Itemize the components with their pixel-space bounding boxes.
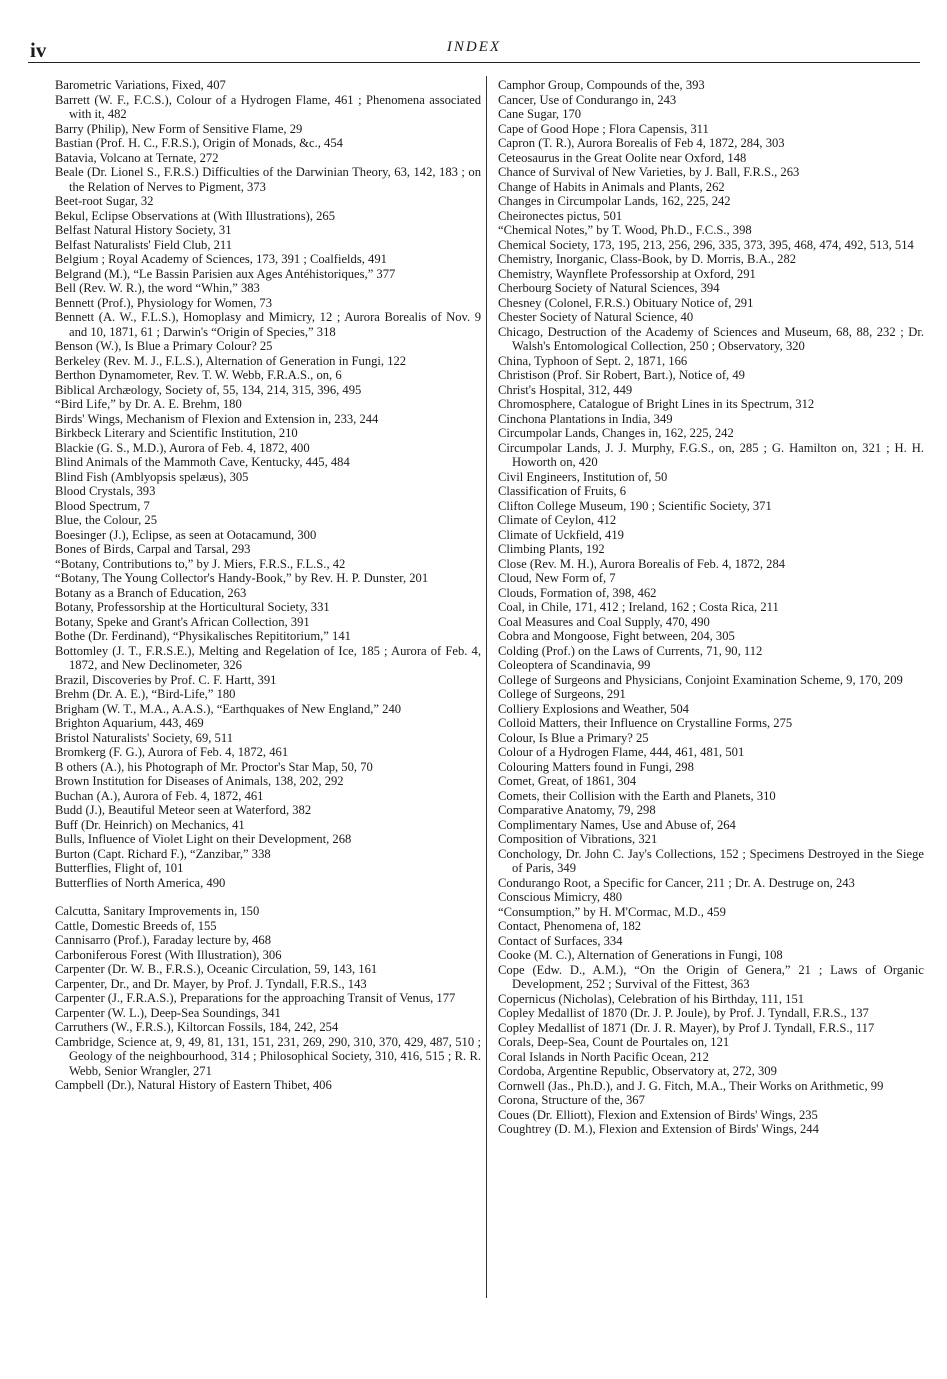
index-entry: Blood Crystals, 393: [55, 484, 156, 498]
index-entry: Brighton Aquarium, 443, 469: [55, 716, 204, 730]
index-entry: Carboniferous Forest (With Illustration), 306: [55, 947, 282, 962]
index-entry: Batavia, Volcano at Ternate, 272: [55, 150, 219, 165]
index-entry: Burton (Capt. Richard F.), “Zanzibar,” 338: [55, 846, 271, 861]
index-entry: Chesney (Colonel, F.R.S.) Obituary Notice of, 291: [498, 295, 754, 310]
index-entry: Colour, Is Blue a Primary? 25: [498, 730, 649, 745]
index-entry: Chance of Survival of New Varieties, by J. Ball, F.R.S., 263: [498, 165, 800, 179]
index-entry: Bastian (Prof. H. C., F.R.S.), Origin of Monads, &c., 454: [55, 136, 343, 150]
index-entry: Copley Medallist of 1871 (Dr. J. R. Mayer), by Prof J. Tyndall, F.R.S., 117: [498, 1020, 875, 1035]
index-entry: Cattle, Domestic Breeds of, 155: [55, 918, 217, 933]
index-entry: Cordoba, Argentine Republic, Observatory at, 272, 309: [498, 1064, 777, 1078]
index-entry: “Bird Life,” by Dr. A. E. Brehm, 180: [55, 397, 242, 411]
index-entry: Conchology, Dr. John C. Jay's Collections, 152 ; Specimens Destroyed in the Siege of Paris, 349: [498, 846, 924, 875]
index-entry: Coral Islands in North Pacific Ocean, 212: [498, 1049, 709, 1064]
index-entry: Bromkerg (F. G.), Aurora of Feb. 4, 1872, 461: [55, 745, 289, 759]
index-entry: Colloid Matters, their Influence on Crystalline Forms, 275: [498, 716, 793, 730]
index-entry: Carruthers (W., F.R.S.), Kiltorcan Fossils, 184, 242, 254: [55, 1020, 339, 1034]
index-entry: Comparative Anatomy, 79, 298: [498, 803, 656, 817]
index-entry: Bothe (Dr. Ferdinand), “Physikalisches Repititorium,” 141: [55, 629, 351, 643]
index-entry: Circumpolar Lands, J. J. Murphy, F.G.S., on, 285 ; G. Hamilton on, 321 ; H. H. Howorth on, 420: [498, 440, 924, 469]
index-entry: Chromosphere, Catalogue of Bright Lines in its Spectrum, 312: [498, 397, 815, 411]
index-entry: Boesinger (J.), Eclipse, as seen at Ootacamund, 300: [55, 527, 317, 542]
index-entry: Bulls, Influence of Violet Light on their Development, 268: [55, 832, 352, 846]
index-entry: Clifton College Museum, 190 ; Scientific Society, 371: [498, 498, 772, 513]
index-entry: B others (A.), his Photograph of Mr. Proctor's Star Map, 50, 70: [55, 759, 373, 774]
index-entry: “Botany, The Young Collector's Handy-Book,” by Rev. H. P. Dunster, 201: [55, 571, 429, 585]
index-entry: Christison (Prof. Sir Robert, Bart.), Notice of, 49: [498, 368, 745, 382]
index-entry: Barrett (W. F., F.C.S.), Colour of a Hydrogen Flame, 461 ; Phenomena associated with it, 482: [55, 92, 481, 121]
index-entry: Cambridge, Science at, 9, 49, 81, 131, 151, 231, 269, 290, 310, 370, 429, 487, 510 ; Geology of the neighbourhood, 314 ; Philosophical Society, 310, 416, 515 ; R. R. Webb, Senior Wrangler, 271: [55, 1034, 481, 1078]
index-entry: Botany as a Branch of Education, 263: [55, 585, 247, 600]
index-entry: Cane Sugar, 170: [498, 107, 582, 121]
index-entry: Colding (Prof.) on the Laws of Currents, 71, 90, 112: [498, 643, 763, 658]
index-entry: College of Surgeons, 291: [498, 687, 626, 701]
index-entry: Cannisarro (Prof.), Faraday lecture by, 468: [55, 933, 272, 947]
index-entry: Blue, the Colour, 25: [55, 513, 157, 527]
index-entry: Bell (Rev. W. R.), the word “Whin,” 383: [55, 281, 260, 295]
index-entry: Birds' Wings, Mechanism of Flexion and Extension in, 233, 244: [55, 411, 379, 426]
index-entry: Buchan (A.), Aurora of Feb. 4, 1872, 461: [55, 788, 264, 803]
index-entry: Contact, Phenomena of, 182: [498, 919, 642, 933]
index-entry: Comets, their Collision with the Earth and Planets, 310: [498, 788, 776, 803]
index-entry: Bristol Naturalists' Society, 69, 511: [55, 730, 233, 745]
index-entry: “Consumption,” by H. M'Cormac, M.D., 459: [498, 904, 726, 919]
index-entry: Blind Fish (Amblyopsis spelæus), 305: [55, 469, 249, 484]
index-entry: Biblical Archæology, Society of, 55, 134, 214, 315, 396, 495: [55, 382, 362, 397]
index-entry: Conscious Mimicry, 480: [498, 890, 623, 904]
index-entry: Carpenter, Dr., and Dr. Mayer, by Prof. J. Tyndall, F.R.S., 143: [55, 976, 367, 991]
index-entry: Changes in Circumpolar Lands, 162, 225, 242: [498, 194, 731, 208]
index-entry: Bones of Birds, Carpal and Tarsal, 293: [55, 542, 251, 556]
index-entry: Cheironectes pictus, 501: [498, 208, 623, 223]
index-entry: Carpenter (W. L.), Deep-Sea Soundings, 341: [55, 1005, 281, 1020]
index-entry: Belgium ; Royal Academy of Sciences, 173, 391 ; Coalfields, 491: [55, 252, 387, 266]
index-entry: Brehm (Dr. A. E.), “Bird-Life,” 180: [55, 687, 236, 701]
index-entry: Colliery Explosions and Weather, 504: [498, 701, 689, 716]
index-entry: Civil Engineers, Institution of, 50: [498, 469, 668, 484]
index-entry: Coues (Dr. Elliott), Flexion and Extension of Birds' Wings, 235: [498, 1107, 818, 1122]
index-entry: Benson (W.), Is Blue a Primary Colour? 25: [55, 339, 273, 353]
index-entry: Classification of Fruits, 6: [498, 484, 627, 498]
index-entry: Cape of Good Hope ; Flora Capensis, 311: [498, 121, 709, 136]
index-entry: Close (Rev. M. H.), Aurora Borealis of Feb. 4, 1872, 284: [498, 556, 786, 571]
index-entry: Barry (Philip), New Form of Sensitive Flame, 29: [55, 121, 303, 136]
index-entry: Barometric Variations, Fixed, 407: [55, 78, 226, 92]
index-entry: Belgrand (M.), “Le Bassin Parisien aux Ages Antéhistoriques,” 377: [55, 266, 396, 281]
index-entry: Complimentary Names, Use and Abuse of, 264: [498, 817, 736, 832]
index-entry: Butterflies, Flight of, 101: [55, 861, 184, 875]
index-entry: Circumpolar Lands, Changes in, 162, 225, 242: [498, 426, 734, 440]
index-entry: Climbing Plants, 192: [498, 542, 605, 556]
index-entry: Copley Medallist of 1870 (Dr. J. P. Joule), by Prof. J. Tyndall, F.R.S., 137: [498, 1006, 869, 1020]
index-entry: Colour of a Hydrogen Flame, 444, 461, 481, 501: [498, 745, 745, 759]
index-entry: Cloud, New Form of, 7: [498, 571, 616, 585]
index-entry: “Botany, Contributions to,” by J. Miers, F.R.S., F.L.S., 42: [55, 556, 346, 571]
index-entry: Blind Animals of the Mammoth Cave, Kentucky, 445, 484: [55, 455, 350, 469]
index-entry: Brazil, Discoveries by Prof. C. F. Hartt, 391: [55, 672, 277, 687]
index-entry: Blackie (G. S., M.D.), Aurora of Feb. 4, 1872, 400: [55, 440, 310, 455]
index-entry: Botany, Speke and Grant's African Collection, 391: [55, 614, 310, 629]
index-entry: Chester Society of Natural Science, 40: [498, 310, 694, 324]
index-entry: Beet-root Sugar, 32: [55, 194, 154, 208]
index-entry: Cherbourg Society of Natural Sciences, 394: [498, 281, 720, 295]
index-entry: Colouring Matters found in Fungi, 298: [498, 759, 694, 774]
index-entry: Bennett (A. W., F.L.S.), Homoplasy and Mimicry, 12 ; Aurora Borealis of Nov. 9 and 10, 1871, 61 ; Darwin's “Origin of Species,” 318: [55, 310, 481, 339]
index-entry: Cornwell (Jas., Ph.D.), and J. G. Fitch, M.A., Their Works on Arithmetic, 99: [498, 1078, 884, 1093]
index-entry: Bottomley (J. T., F.R.S.E.), Melting and Regelation of Ice, 185 ; Aurora of Feb. 4, 1872, and New Declinometer, 326: [55, 643, 481, 672]
index-entry: Buff (Dr. Heinrich) on Mechanics, 41: [55, 817, 245, 832]
index-entry: Change of Habits in Animals and Plants, 262: [498, 179, 725, 194]
index-entry: Cobra and Mongoose, Fight between, 204, 305: [498, 629, 735, 643]
index-entry: Contact of Surfaces, 334: [498, 933, 623, 948]
index-entry: Berkeley (Rev. M. J., F.L.S.), Alternation of Generation in Fungi, 122: [55, 353, 407, 368]
index-entry: Brigham (W. T., M.A., A.A.S.), “Earthquakes of New England,” 240: [55, 701, 402, 716]
index-entry: Coal Measures and Coal Supply, 470, 490: [498, 614, 710, 629]
index-entry: Cooke (M. C.), Alternation of Generations in Fungi, 108: [498, 948, 783, 962]
page-header: [28, 38, 920, 63]
index-entry: Chicago, Destruction of the Academy of Sciences and Museum, 68, 88, 232 ; Dr. Walsh's Entomological Collection, 250 ; Observatory, 320: [498, 324, 924, 353]
index-entry: Budd (J.), Beautiful Meteor seen at Waterford, 382: [55, 803, 312, 817]
index-entry: Composition of Vibrations, 321: [498, 832, 658, 846]
index-entry: Brown Institution for Diseases of Animals, 138, 202, 292: [55, 774, 344, 788]
index-entry: “Chemical Notes,” by T. Wood, Ph.D., F.C.S., 398: [498, 223, 752, 237]
index-entry: Climate of Ceylon, 412: [498, 513, 617, 527]
index-entry: Cancer, Use of Condurango in, 243: [498, 92, 677, 107]
index-column-left: [55, 78, 481, 1093]
index-entry: Cope (Edw. D., A.M.), “On the Origin of Genera,” 21 ; Laws of Organic Development, 252 ; Survival of the Fittest, 363: [498, 962, 924, 991]
index-entry: Bennett (Prof.), Physiology for Women, 73: [55, 295, 273, 310]
index-entry: Botany, Professorship at the Horticultural Society, 331: [55, 600, 330, 614]
index-entry: Chemistry, Waynflete Professorship at Oxford, 291: [498, 266, 756, 281]
index-entry: Bekul, Eclipse Observations at (With Illustrations), 265: [55, 208, 336, 223]
index-entry: Chemistry, Inorganic, Class-Book, by D. Morris, B.A., 282: [498, 252, 797, 266]
index-entry: Birkbeck Literary and Scientific Institution, 210: [55, 426, 298, 440]
index-entry: College of Surgeons and Physicians, Conjoint Examination Scheme, 9, 170, 209: [498, 672, 903, 687]
index-entry: Campbell (Dr.), Natural History of Eastern Thibet, 406: [55, 1078, 332, 1092]
index-entry: China, Typhoon of Sept. 2, 1871, 166: [498, 353, 688, 368]
index-entry: Capron (T. R.), Aurora Borealis of Feb 4, 1872, 284, 303: [498, 136, 785, 150]
index-entry: Carpenter (J., F.R.A.S.), Preparations for the approaching Transit of Venus, 177: [55, 991, 456, 1005]
index-entry: Climate of Uckfield, 419: [498, 527, 624, 542]
index-entry: Comet, Great, of 1861, 304: [498, 774, 637, 788]
index-entry: Chemical Society, 173, 195, 213, 256, 296, 335, 373, 395, 468, 474, 492, 513, 514: [498, 237, 914, 252]
column-divider: [486, 76, 487, 1298]
index-entry: Camphor Group, Compounds of the, 393: [498, 78, 705, 92]
index-entry: Belfast Naturalists' Field Club, 211: [55, 237, 233, 252]
index-entry: Corals, Deep-Sea, Count de Pourtales on, 121: [498, 1035, 730, 1049]
index-entry: Calcutta, Sanitary Improvements in, 150: [55, 904, 260, 918]
index-entry: Coal, in Chile, 171, 412 ; Ireland, 162 ; Costa Rica, 211: [498, 600, 779, 614]
index-entry: Condurango Root, a Specific for Cancer, 211 ; Dr. A. Destruge on, 243: [498, 875, 855, 890]
index-entry: Ceteosaurus in the Great Oolite near Oxford, 148: [498, 150, 747, 165]
index-entry: Butterflies of North America, 490: [55, 875, 226, 890]
index-entry: Blood Spectrum, 7: [55, 498, 150, 513]
index-entry: Coughtrey (D. M.), Flexion and Extension of Birds' Wings, 244: [498, 1122, 819, 1136]
running-title: INDEX: [446, 39, 502, 55]
index-entry: Carpenter (Dr. W. B., F.R.S.), Oceanic Circulation, 59, 143, 161: [55, 962, 378, 976]
index-entry: Beale (Dr. Lionel S., F.R.S.) Difficulties of the Darwinian Theory, 63, 142, 183 ; on the Relation of Nerves to Pigment, 373: [55, 165, 481, 194]
index-entry: Copernicus (Nicholas), Celebration of his Birthday, 111, 151: [498, 991, 805, 1006]
index-entry: Cinchona Plantations in India, 349: [498, 411, 673, 426]
index-entry: Christ's Hospital, 312, 449: [498, 382, 633, 397]
index-entry: Clouds, Formation of, 398, 462: [498, 585, 657, 600]
index-column-right: [498, 78, 924, 1137]
index-entry: Belfast Natural History Society, 31: [55, 223, 232, 237]
index-entry: Berthon Dynamometer, Rev. T. W. Webb, F.R.A.S., on, 6: [55, 368, 342, 382]
index-entry: Coleoptera of Scandinavia, 99: [498, 658, 651, 672]
page-number: iv: [30, 38, 47, 62]
index-entry: Corona, Structure of the, 367: [498, 1093, 645, 1107]
